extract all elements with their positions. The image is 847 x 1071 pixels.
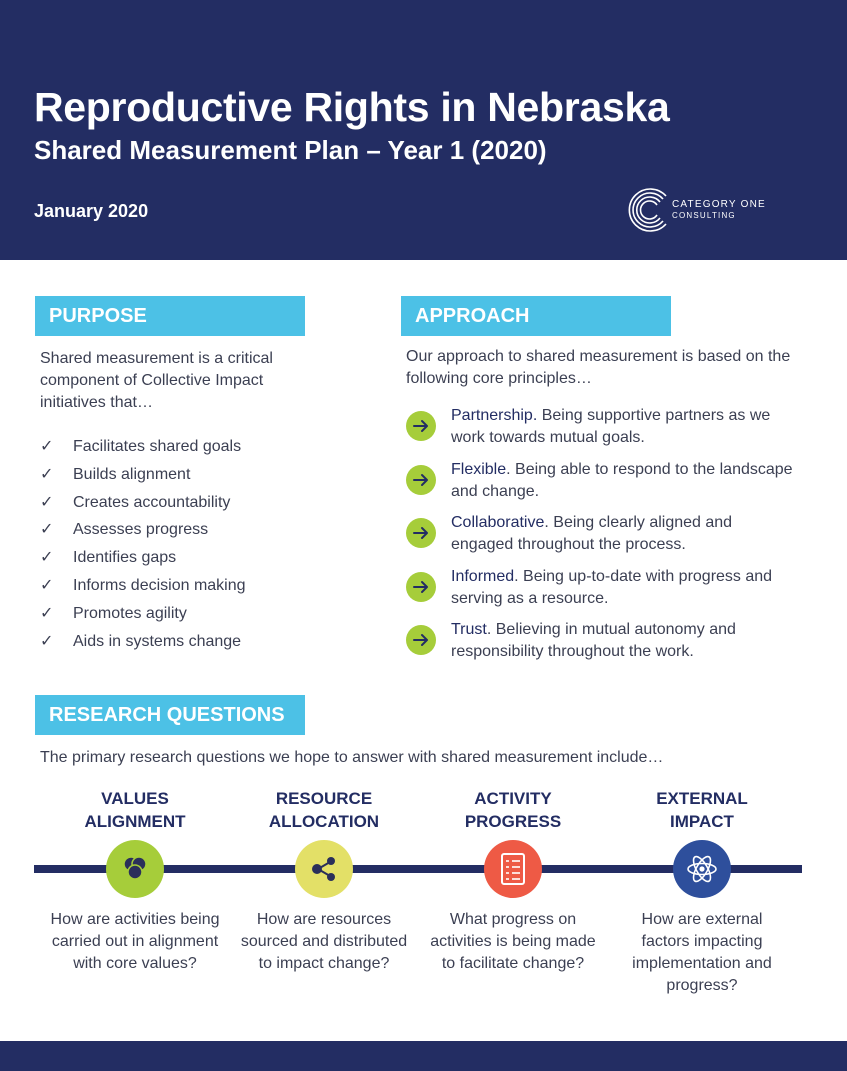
principle-desc: . Being clearly aligned and engaged throughout the process. xyxy=(451,514,733,553)
principle-desc: . Believing in mutual autonomy and responsibility throughout the work. xyxy=(451,621,736,660)
share-nodes-icon xyxy=(295,840,353,898)
approach-intro: Our approach to shared measurement is based on the following core principles… xyxy=(406,348,791,387)
venn-circles-icon xyxy=(106,840,164,898)
purpose-item: ✓ Identifies gaps xyxy=(40,547,246,575)
principle-item xyxy=(406,459,796,513)
purpose-item: ✓ Assesses progress xyxy=(40,519,246,547)
question-title: VALUES ALIGNMENT xyxy=(84,789,186,831)
publication-date: January 2020 xyxy=(34,201,149,221)
purpose-item: ✓ Aids in systems change xyxy=(40,631,246,659)
logo-mark-icon xyxy=(628,186,676,234)
arrow-right-icon xyxy=(406,572,436,602)
check-icon: ✓ xyxy=(40,438,54,455)
principle-item xyxy=(406,566,796,620)
purpose-item: ✓ Facilitates shared goals xyxy=(40,436,246,464)
research-heading: RESEARCH QUESTIONS xyxy=(35,695,305,735)
check-icon: ✓ xyxy=(40,549,54,567)
checklist-icon xyxy=(484,840,542,898)
purpose-heading: PURPOSE xyxy=(35,296,305,336)
principle-item xyxy=(406,512,796,566)
logo-text-line1: CATEGORY ONE xyxy=(672,199,766,210)
principle-name: Trust xyxy=(451,621,487,638)
question-text: How are external factors impacting implementation and progress? xyxy=(632,911,772,994)
arrow-right-icon xyxy=(406,518,436,548)
purpose-item: ✓ Promotes agility xyxy=(40,603,246,631)
principle-desc: . Being able to respond to the landscape and change. xyxy=(451,460,793,500)
question-text: What progress on activities is being made to facilitate change? xyxy=(430,911,596,972)
principles-list xyxy=(406,405,796,673)
principle-name: Informed xyxy=(451,567,515,585)
arrow-right-icon xyxy=(406,411,436,441)
question-text: How are resources sourced and distributed to impact change? xyxy=(240,911,408,972)
arrow-right-icon xyxy=(406,625,436,655)
question-title: EXTERNAL IMPACT xyxy=(656,789,748,831)
check-icon: ✓ xyxy=(40,604,54,622)
principle-desc: . Being up-to-date with progress and serving as a resource. xyxy=(451,567,773,607)
page-subtitle: Shared Measurement Plan – Year 1 (2020) xyxy=(34,135,547,165)
header-banner xyxy=(0,0,847,260)
check-icon: ✓ xyxy=(40,521,54,539)
arrow-right-icon xyxy=(406,465,436,495)
purpose-intro: Shared measurement is a critical component of Collective Impact initiatives that… xyxy=(40,350,273,411)
approach-heading: APPROACH xyxy=(401,296,671,336)
principle-desc: Being supportive partners as we work towards mutual goals. xyxy=(451,407,771,446)
principle-item xyxy=(406,619,796,673)
purpose-list xyxy=(40,436,246,658)
purpose-item: ✓ Builds alignment xyxy=(40,464,246,492)
check-icon: ✓ xyxy=(40,632,54,650)
principle-item xyxy=(406,405,796,459)
principle-name: Collaborative xyxy=(451,514,545,531)
check-icon: ✓ xyxy=(40,465,54,483)
question-title: ACTIVITY PROGRESS xyxy=(464,789,562,831)
atom-icon xyxy=(673,840,731,898)
purpose-item: ✓ Creates accountability xyxy=(40,492,246,520)
research-intro: The primary research questions we hope to answer with shared measurement include… xyxy=(40,749,664,766)
page-title: Reproductive Rights in Nebraska xyxy=(34,84,670,130)
principle-name: Flexible xyxy=(451,460,507,478)
footer-band xyxy=(0,1041,847,1071)
question-title: RESOURCE ALLOCATION xyxy=(268,789,380,831)
principle-name: Partnership. xyxy=(451,407,538,424)
purpose-item: ✓ Informs decision making xyxy=(40,575,246,603)
check-icon: ✓ xyxy=(40,493,54,511)
check-icon: ✓ xyxy=(40,576,54,594)
question-text: How are activities being carried out in alignment with core values? xyxy=(50,911,220,972)
logo-text-line2: CONSULTING xyxy=(672,211,736,220)
category-one-logo xyxy=(628,186,788,234)
